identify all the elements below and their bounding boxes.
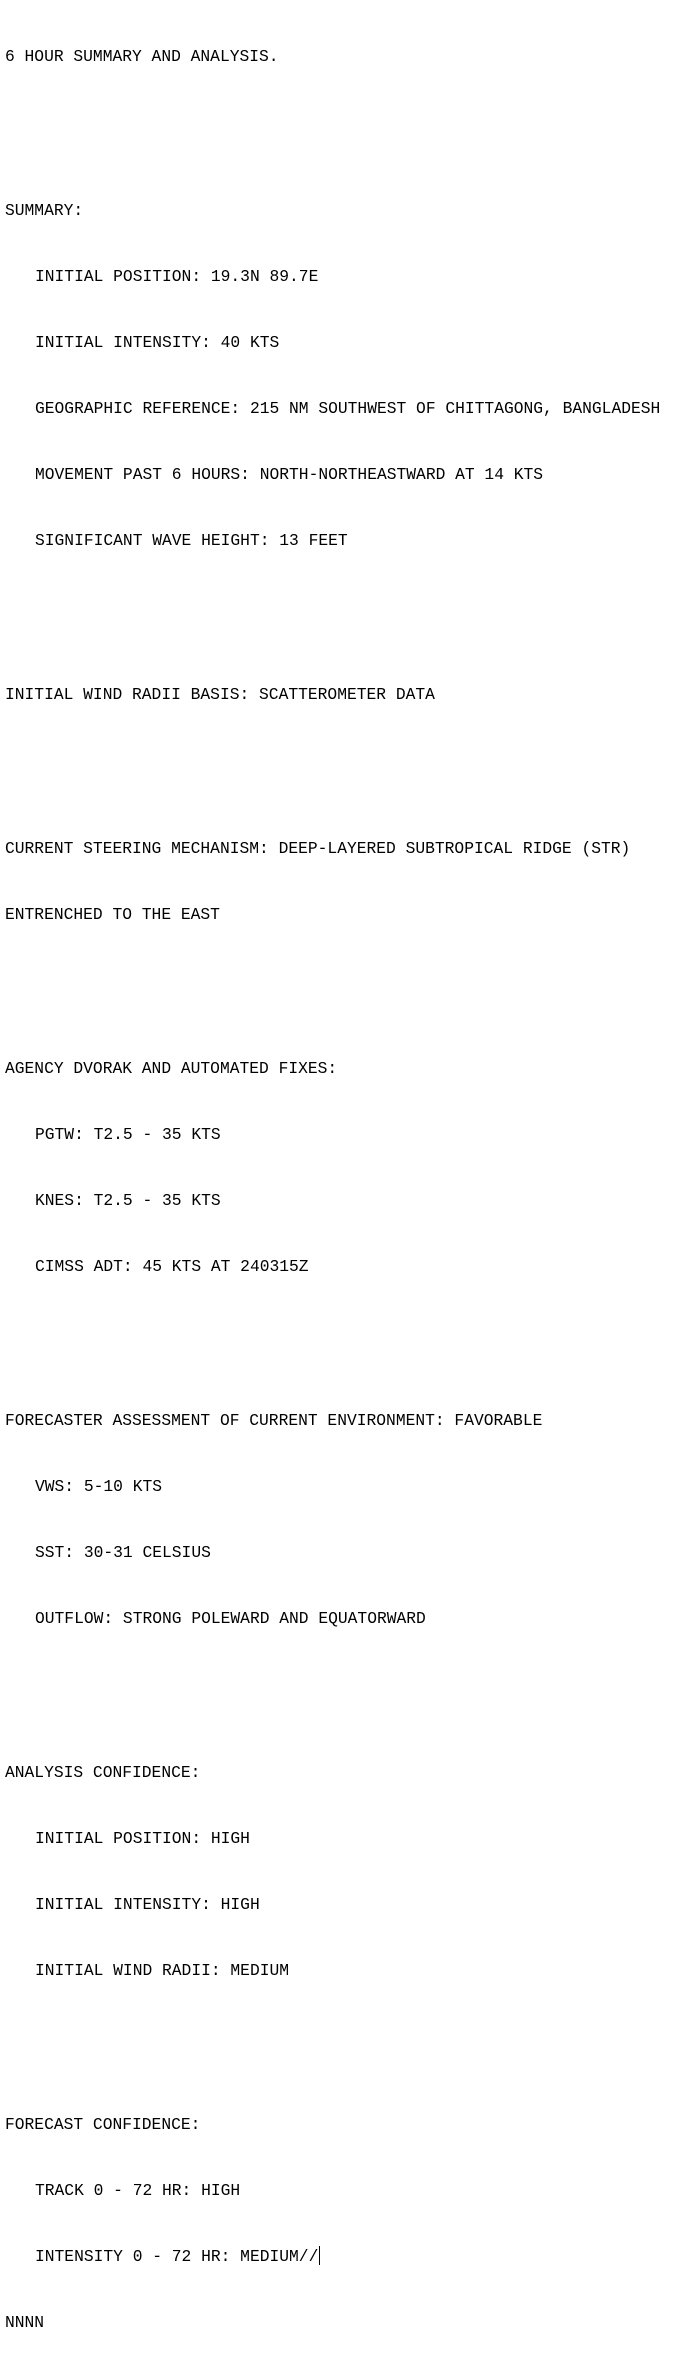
forecast-confidence-heading: FORECAST CONFIDENCE: xyxy=(5,2115,201,2134)
bulletin-text xyxy=(5,2,686,2356)
spacer xyxy=(5,2026,686,2048)
spacer xyxy=(5,1674,686,1696)
spacer xyxy=(5,1322,686,1344)
forecast-intensity-line[interactable] xyxy=(5,2246,686,2268)
spacer xyxy=(5,750,686,772)
initial-position: INITIAL POSITION: 19.3N 89.7E xyxy=(35,267,319,286)
forecast-intensity: INTENSITY 0 - 72 HR: MEDIUM// xyxy=(35,2247,319,2266)
fix-pgtw: PGTW: T2.5 - 35 KTS xyxy=(35,1125,221,1144)
initial-intensity: INITIAL INTENSITY: 40 KTS xyxy=(35,333,280,352)
env-outflow: OUTFLOW: STRONG POLEWARD AND EQUATORWARD xyxy=(35,1609,426,1628)
movement: MOVEMENT PAST 6 HOURS: NORTH-NORTHEASTWARD AT 14 KTS xyxy=(35,465,544,484)
spacer xyxy=(5,596,686,618)
forecast-track: TRACK 0 - 72 HR: HIGH xyxy=(35,2181,241,2200)
analysis-confidence-heading: ANALYSIS CONFIDENCE: xyxy=(5,1763,201,1782)
wave-height: SIGNIFICANT WAVE HEIGHT: 13 FEET xyxy=(35,531,348,550)
fixes-heading: AGENCY DVORAK AND AUTOMATED FIXES: xyxy=(5,1059,338,1078)
analysis-wind-radii: INITIAL WIND RADII: MEDIUM xyxy=(35,1961,290,1980)
environment-heading: FORECASTER ASSESSMENT OF CURRENT ENVIRONMENT: FAVORABLE xyxy=(5,1411,543,1430)
analysis-position: INITIAL POSITION: HIGH xyxy=(35,1829,250,1848)
steering-line-1: CURRENT STEERING MECHANISM: DEEP-LAYERED SUBTROPICAL RIDGE (STR) xyxy=(5,839,631,858)
spacer xyxy=(5,970,686,992)
text-cursor xyxy=(319,2246,320,2265)
analysis-intensity: INITIAL INTENSITY: HIGH xyxy=(35,1895,260,1914)
fix-cimss: CIMSS ADT: 45 KTS AT 240315Z xyxy=(35,1257,309,1276)
bulletin-header: 6 HOUR SUMMARY AND ANALYSIS. xyxy=(5,47,279,66)
fix-knes: KNES: T2.5 - 35 KTS xyxy=(35,1191,221,1210)
wind-radii-basis: INITIAL WIND RADII BASIS: SCATTEROMETER DATA xyxy=(5,685,435,704)
steering-line-2: ENTRENCHED TO THE EAST xyxy=(5,905,220,924)
geographic-reference: GEOGRAPHIC REFERENCE: 215 NM SOUTHWEST OF CHITTAGONG, BANGLADESH xyxy=(35,399,661,418)
spacer xyxy=(5,112,686,134)
env-vws: VWS: 5-10 KTS xyxy=(35,1477,163,1496)
summary-heading: SUMMARY: xyxy=(5,201,84,220)
env-sst: SST: 30-31 CELSIUS xyxy=(35,1543,211,1562)
bulletin-footer: NNNN xyxy=(5,2313,45,2332)
